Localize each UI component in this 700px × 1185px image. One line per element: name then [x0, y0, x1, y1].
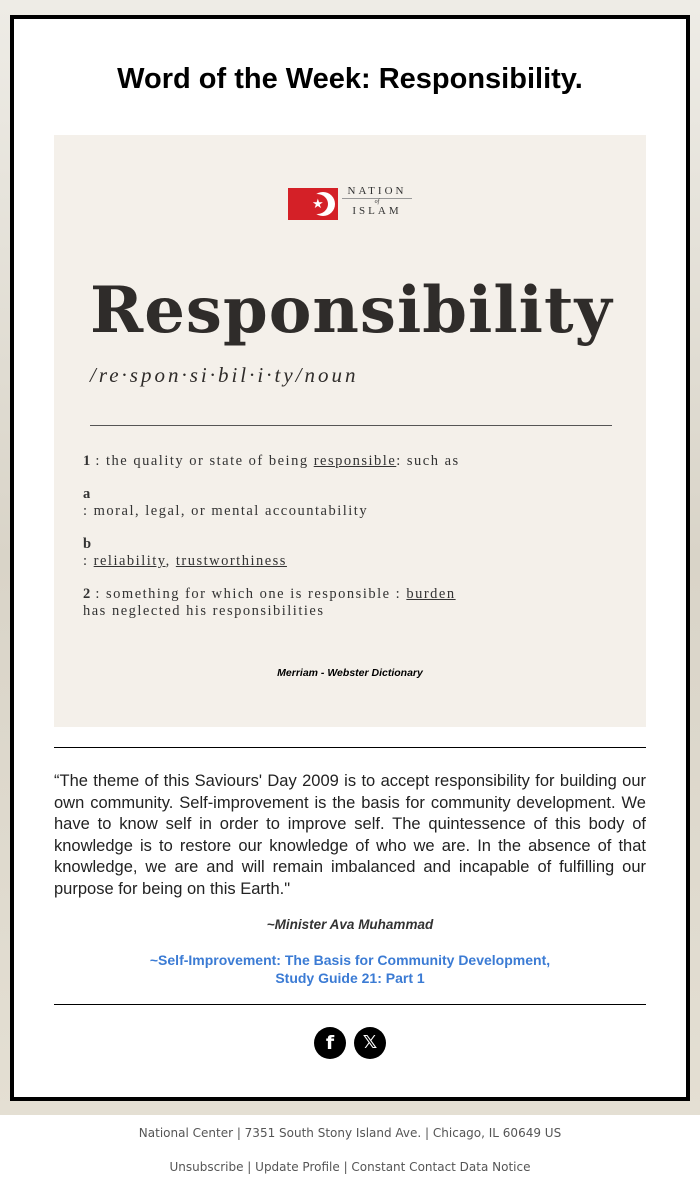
definition-card	[54, 135, 646, 727]
reliability-link[interactable]: reliability	[93, 553, 166, 569]
nation-of-islam-logo	[288, 186, 412, 222]
sense-a: : moral, legal, or mental accountability	[83, 503, 369, 519]
study-guide-link[interactable]: ~Self-Improvement: The Basis for Community Development, Study Guide 21: Part 1	[149, 952, 551, 986]
footer	[0, 1115, 700, 1185]
divider-bottom	[54, 1004, 646, 1005]
data-notice-link[interactable]: Constant Contact Data Notice	[351, 1160, 531, 1174]
responsible-link[interactable]: responsible	[313, 453, 397, 469]
sense-a-letter: a	[83, 486, 91, 502]
x-twitter-icon[interactable]: 𝕏	[354, 1027, 386, 1059]
sense-2: 2 : something for which one is responsible : burden	[83, 586, 456, 602]
sense-2-example: has neglected his responsibilities	[83, 603, 325, 619]
footer-links: Unsubscribe | Update Profile | Constant Contact Data Notice	[169, 1160, 531, 1174]
sense-b: : reliability, trustworthiness	[83, 553, 287, 569]
email-card	[10, 15, 690, 1101]
definition-senses	[83, 453, 623, 620]
sense-1: 1 : the quality or state of being responsible: such as	[83, 453, 460, 469]
logo-line-3: ISLAM	[352, 205, 402, 217]
sense-b-letter: b	[83, 536, 92, 552]
definition-rule	[90, 425, 612, 426]
logo-line-1: NATION	[347, 185, 407, 197]
headline: Word of the Week: Responsibility.	[117, 63, 583, 95]
pronunciation: /re·spon·si·bil·i·ty/noun	[90, 363, 359, 387]
definition-word: Responsibility	[90, 273, 613, 348]
logo-line-2: of	[342, 198, 412, 205]
dictionary-source: Merriam - Webster Dictionary	[277, 667, 423, 679]
quote-text: “The theme of this Saviours' Day 2009 is to accept responsibility for building our own community. Self-improvement is the basis for community development. We have to know self in order to improve self. The quintessence of this body of knowledge is to restore our knowledge of who we are. In the absence of that knowledge, we are and will remain imbalanced and incapable of fulfilling our purpose for being on this Earth."	[54, 772, 646, 898]
divider-top	[54, 747, 646, 748]
footer-address: National Center | 7351 South Stony Island Ave. | Chicago, IL 60649 US	[138, 1126, 562, 1140]
facebook-icon[interactable]: f	[314, 1027, 346, 1059]
unsubscribe-link[interactable]: Unsubscribe	[169, 1160, 244, 1174]
update-profile-link[interactable]: Update Profile	[255, 1160, 340, 1174]
crescent-flag-icon: ★	[288, 188, 338, 220]
trustworthiness-link[interactable]: trustworthiness	[175, 553, 287, 569]
burden-link[interactable]: burden	[406, 586, 456, 602]
quote-author: ~Minister Ava Muhammad	[266, 917, 434, 932]
